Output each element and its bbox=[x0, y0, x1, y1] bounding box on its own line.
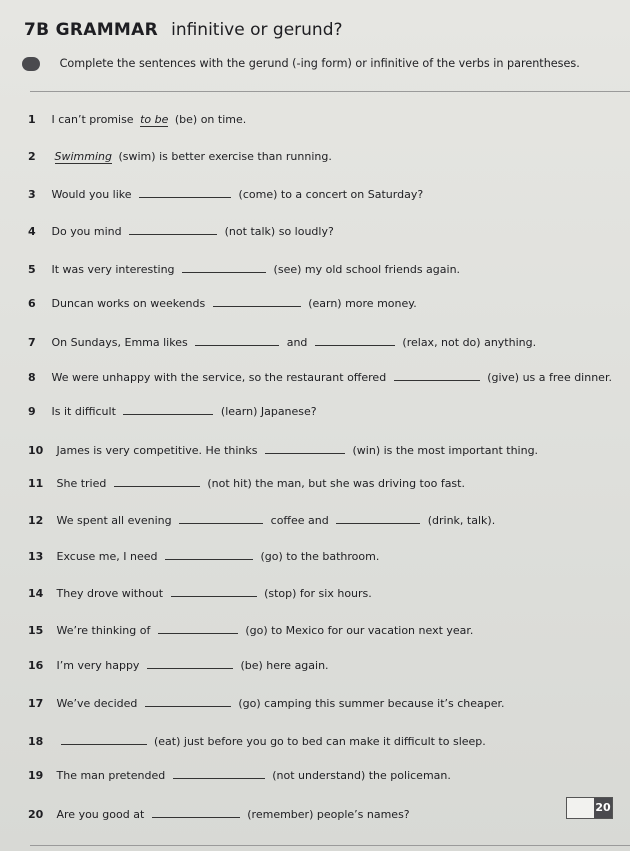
answer-blank[interactable] bbox=[114, 476, 200, 487]
item-text: Duncan works on weekends bbox=[51, 297, 206, 310]
answer-blank[interactable] bbox=[195, 335, 279, 346]
item-number: 18 bbox=[28, 735, 44, 748]
item-text: We’re thinking of bbox=[56, 624, 151, 637]
item-number: 8 bbox=[28, 371, 36, 384]
item-text: James is very competitive. He thinks bbox=[56, 444, 258, 457]
exercise-item bbox=[28, 443, 538, 457]
item-text: Is it difficult bbox=[51, 405, 116, 418]
item-text: We spent all evening bbox=[56, 514, 172, 527]
answer-blank[interactable] bbox=[171, 586, 257, 597]
item-text: It was very interesting bbox=[51, 263, 175, 276]
item-text: (give) us a free dinner. bbox=[487, 371, 612, 384]
item-text: (be) on time. bbox=[174, 113, 247, 126]
answer-blank[interactable] bbox=[336, 513, 420, 524]
item-text: The man pretended bbox=[56, 769, 166, 782]
answer-blank[interactable] bbox=[182, 262, 266, 273]
item-number: 14 bbox=[28, 587, 44, 600]
item-text: (stop) for six hours. bbox=[264, 587, 372, 600]
exercise-item bbox=[28, 150, 332, 164]
item-number: 11 bbox=[28, 477, 44, 490]
item-number: 9 bbox=[28, 405, 36, 418]
exercise-item bbox=[28, 113, 246, 127]
answer-blank[interactable] bbox=[265, 443, 345, 454]
answer-blank[interactable]: to be bbox=[140, 113, 169, 126]
exercise-item bbox=[28, 623, 473, 637]
exercise-item bbox=[28, 296, 417, 310]
answer-blank[interactable] bbox=[158, 623, 238, 634]
instruction-text: Complete the sentences with the gerund (-ing form) or infinitive of the verbs in parentheses. bbox=[59, 57, 580, 70]
exercise-item bbox=[28, 513, 495, 527]
item-text: (come) to a concert on Saturday? bbox=[238, 188, 424, 201]
item-text: Do you mind bbox=[51, 225, 122, 238]
item-number: 5 bbox=[28, 263, 36, 276]
item-text: (swim) is better exercise than running. bbox=[118, 150, 332, 163]
item-text: (not talk) so loudly? bbox=[224, 225, 334, 238]
answer-blank[interactable] bbox=[152, 807, 240, 818]
score-total: 20 bbox=[594, 798, 612, 818]
item-number: 1 bbox=[28, 113, 36, 126]
item-number: 17 bbox=[28, 697, 44, 710]
item-text: Excuse me, I need bbox=[56, 550, 158, 563]
item-text: (not hit) the man, but she was driving too fast. bbox=[207, 477, 465, 490]
answer-blank[interactable] bbox=[123, 404, 213, 415]
exercise-item bbox=[28, 370, 612, 384]
exercise-item bbox=[28, 768, 451, 782]
exercise-item bbox=[28, 658, 329, 672]
item-number: 10 bbox=[28, 444, 44, 457]
exercise-item bbox=[28, 335, 536, 349]
score-box bbox=[566, 797, 613, 819]
answer-blank[interactable] bbox=[165, 549, 253, 560]
item-text: (go) to the bathroom. bbox=[260, 550, 380, 563]
exercise-item bbox=[28, 404, 317, 418]
exercise-item bbox=[28, 187, 423, 201]
item-number: 19 bbox=[28, 769, 44, 782]
answer-blank[interactable]: Swimming bbox=[54, 150, 112, 163]
exercise-item bbox=[28, 586, 372, 600]
answer-blank[interactable] bbox=[394, 370, 480, 381]
item-text: Would you like bbox=[51, 188, 132, 201]
item-text: (learn) Japanese? bbox=[220, 405, 317, 418]
item-text: (relax, not do) anything. bbox=[402, 336, 537, 349]
answer-blank[interactable] bbox=[315, 335, 395, 346]
item-text: I can’t promise bbox=[51, 113, 134, 126]
item-number: 3 bbox=[28, 188, 36, 201]
answer-blank[interactable] bbox=[129, 224, 217, 235]
item-number: 16 bbox=[28, 659, 44, 672]
item-text: (go) camping this summer because it’s cheaper. bbox=[238, 697, 505, 710]
answer-blank[interactable] bbox=[179, 513, 263, 524]
exercise-item bbox=[28, 696, 505, 710]
answer-blank[interactable] bbox=[61, 734, 147, 745]
item-number: 4 bbox=[28, 225, 36, 238]
exercise-item bbox=[28, 224, 334, 238]
item-text: and bbox=[286, 336, 308, 349]
exercise-item bbox=[28, 476, 465, 490]
item-text: (remember) people’s names? bbox=[247, 808, 410, 821]
item-text: (not understand) the policeman. bbox=[272, 769, 451, 782]
item-text: (be) here again. bbox=[240, 659, 329, 672]
answer-blank[interactable] bbox=[139, 187, 231, 198]
answer-blank[interactable] bbox=[213, 296, 301, 307]
item-text: She tried bbox=[56, 477, 107, 490]
item-text: I’m very happy bbox=[56, 659, 140, 672]
item-text: They drove without bbox=[56, 587, 164, 600]
item-number: 6 bbox=[28, 297, 36, 310]
item-number: 13 bbox=[28, 550, 44, 563]
item-number: 7 bbox=[28, 336, 36, 349]
item-text: (win) is the most important thing. bbox=[352, 444, 539, 457]
item-number: 15 bbox=[28, 624, 44, 637]
item-text: (drink, talk). bbox=[427, 514, 496, 527]
item-text: On Sundays, Emma likes bbox=[51, 336, 188, 349]
answer-blank[interactable] bbox=[147, 658, 233, 669]
item-number: 20 bbox=[28, 808, 44, 821]
exercise-item bbox=[28, 807, 410, 821]
bottom-divider bbox=[30, 845, 630, 846]
item-text: coffee and bbox=[270, 514, 329, 527]
item-text: We’ve decided bbox=[56, 697, 138, 710]
exercise-item bbox=[28, 734, 486, 748]
page-title: infinitive or gerund? bbox=[171, 20, 343, 40]
item-text: We were unhappy with the service, so the restaurant offered bbox=[51, 371, 387, 384]
item-text: (eat) just before you go to bed can make it difficult to sleep. bbox=[154, 735, 486, 748]
item-text: (see) my old school friends again. bbox=[273, 263, 461, 276]
item-text: (go) to Mexico for our vacation next year. bbox=[245, 624, 474, 637]
item-number: 12 bbox=[28, 514, 44, 527]
item-number: 2 bbox=[28, 150, 36, 163]
unit-label: 7B GRAMMAR bbox=[24, 20, 158, 40]
answer-blank[interactable] bbox=[173, 768, 265, 779]
item-text: (earn) more money. bbox=[308, 297, 417, 310]
answer-blank[interactable] bbox=[145, 696, 231, 707]
exercise-item bbox=[28, 262, 460, 276]
exercise-item bbox=[28, 549, 379, 563]
item-text: Are you good at bbox=[56, 808, 145, 821]
